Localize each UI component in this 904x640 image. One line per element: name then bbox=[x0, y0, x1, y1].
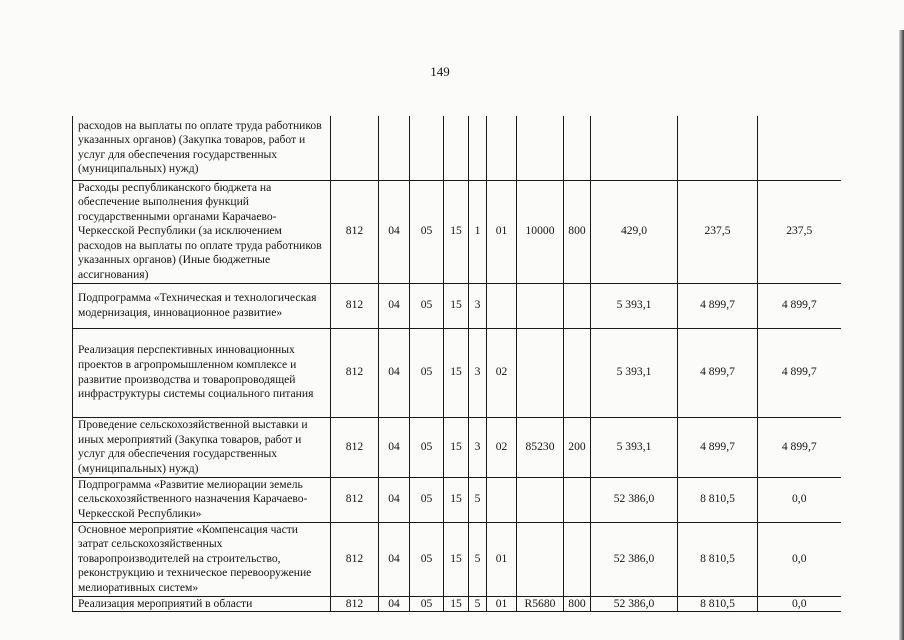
code-direction: R5680 bbox=[517, 596, 564, 612]
code-subsection bbox=[410, 116, 444, 180]
row-description: расходов на выплаты по оплате труда работников указанных органов) (Закупка товаров, работ и услуг для обеспечения государственных (муниципальных) нужд) bbox=[73, 116, 331, 180]
amount-year-1: 52 386,0 bbox=[591, 596, 678, 612]
code-direction bbox=[517, 477, 564, 522]
table-row bbox=[73, 283, 841, 328]
code-subprogram bbox=[469, 116, 487, 180]
code-direction bbox=[517, 328, 564, 417]
code-program: 15 bbox=[444, 477, 469, 522]
code-grbs: 812 bbox=[331, 283, 379, 328]
code-section: 04 bbox=[379, 283, 410, 328]
amount-year-2: 4 899,7 bbox=[678, 417, 758, 477]
table-row bbox=[73, 417, 841, 477]
amount-year-2: 237,5 bbox=[678, 180, 758, 283]
code-grbs: 812 bbox=[331, 522, 379, 596]
code-grbs: 812 bbox=[331, 596, 379, 612]
amount-year-3: 4 899,7 bbox=[758, 328, 841, 417]
amount-year-2: 8 810,5 bbox=[678, 596, 758, 612]
code-section: 04 bbox=[379, 596, 410, 612]
code-expense-type bbox=[564, 477, 591, 522]
row-description: Проведение сельскохозяйственной выставки и иных мероприятий (Закупка товаров, работ и услуг для обеспечения государственных (муниципальных) нужд) bbox=[73, 417, 331, 477]
code-expense-type bbox=[564, 283, 591, 328]
code-main-activity: 02 bbox=[487, 417, 517, 477]
amount-year-2: 8 810,5 bbox=[678, 522, 758, 596]
code-subprogram: 3 bbox=[469, 417, 487, 477]
amount-year-1 bbox=[591, 116, 678, 180]
code-section: 04 bbox=[379, 477, 410, 522]
amount-year-2: 8 810,5 bbox=[678, 477, 758, 522]
code-main-activity bbox=[487, 283, 517, 328]
amount-year-3: 4 899,7 bbox=[758, 417, 841, 477]
code-subsection: 05 bbox=[410, 180, 444, 283]
code-section: 04 bbox=[379, 417, 410, 477]
code-subsection: 05 bbox=[410, 417, 444, 477]
code-program bbox=[444, 116, 469, 180]
code-expense-type bbox=[564, 116, 591, 180]
amount-year-3: 237,5 bbox=[758, 180, 841, 283]
code-expense-type bbox=[564, 522, 591, 596]
table-row bbox=[73, 477, 841, 522]
code-subprogram: 1 bbox=[469, 180, 487, 283]
code-main-activity: 01 bbox=[487, 180, 517, 283]
code-program: 15 bbox=[444, 180, 469, 283]
code-section: 04 bbox=[379, 328, 410, 417]
code-subprogram: 5 bbox=[469, 477, 487, 522]
page-number: 149 bbox=[430, 64, 450, 79]
amount-year-1: 5 393,1 bbox=[591, 283, 678, 328]
code-section: 04 bbox=[379, 180, 410, 283]
code-main-activity: 02 bbox=[487, 328, 517, 417]
code-direction bbox=[517, 116, 564, 180]
code-direction: 10000 bbox=[517, 180, 564, 283]
amount-year-3: 0,0 bbox=[758, 596, 841, 612]
row-description: Реализация мероприятий в области bbox=[73, 596, 331, 612]
code-main-activity bbox=[487, 116, 517, 180]
code-program: 15 bbox=[444, 328, 469, 417]
code-program: 15 bbox=[444, 417, 469, 477]
code-grbs bbox=[331, 116, 379, 180]
code-subprogram: 5 bbox=[469, 596, 487, 612]
code-grbs: 812 bbox=[331, 328, 379, 417]
code-subsection: 05 bbox=[410, 522, 444, 596]
code-expense-type: 800 bbox=[564, 180, 591, 283]
amount-year-1: 5 393,1 bbox=[591, 328, 678, 417]
code-grbs: 812 bbox=[331, 417, 379, 477]
amount-year-1: 429,0 bbox=[591, 180, 678, 283]
amount-year-1: 52 386,0 bbox=[591, 477, 678, 522]
row-description: Подпрограмма «Развитие мелиорации земель сельскохозяйственного назначения Карачаево-Черкесской Республики» bbox=[73, 477, 331, 522]
row-description: Расходы республиканского бюджета на обеспечение выполнения функций государственными органами Карачаево-Черкесской Республики (за исключением расходов на выплаты по оплате труда работников указанных органов) (Иные бюджетные ассигнования) bbox=[73, 180, 331, 283]
code-direction bbox=[517, 522, 564, 596]
row-description: Основное мероприятие «Компенсация части затрат сельскохозяйственных товаропроизводителей на строительство, реконструкцию и техническое перевооружение мелиоративных систем» bbox=[73, 522, 331, 596]
code-section: 04 bbox=[379, 522, 410, 596]
code-program: 15 bbox=[444, 283, 469, 328]
code-expense-type bbox=[564, 328, 591, 417]
table-row bbox=[73, 180, 841, 283]
code-subprogram: 5 bbox=[469, 522, 487, 596]
code-main-activity bbox=[487, 477, 517, 522]
amount-year-3 bbox=[758, 116, 841, 180]
code-subsection: 05 bbox=[410, 596, 444, 612]
code-subprogram: 3 bbox=[469, 283, 487, 328]
code-grbs: 812 bbox=[331, 477, 379, 522]
row-description: Подпрограмма «Техническая и технологическая модернизация, инновационное развитие» bbox=[73, 283, 331, 328]
scan-page-edge bbox=[899, 30, 904, 640]
code-subprogram: 3 bbox=[469, 328, 487, 417]
amount-year-3: 0,0 bbox=[758, 477, 841, 522]
code-direction: 85230 bbox=[517, 417, 564, 477]
code-expense-type: 200 bbox=[564, 417, 591, 477]
code-section bbox=[379, 116, 410, 180]
code-subsection: 05 bbox=[410, 477, 444, 522]
code-subsection: 05 bbox=[410, 328, 444, 417]
code-grbs: 812 bbox=[331, 180, 379, 283]
code-program: 15 bbox=[444, 596, 469, 612]
code-program: 15 bbox=[444, 522, 469, 596]
row-description: Реализация перспективных инновационных проектов в агропромышленном комплексе и развитие производства и товаропроводящей инфраструктуры системы социального питания bbox=[73, 328, 331, 417]
amount-year-3: 0,0 bbox=[758, 522, 841, 596]
amount-year-3: 4 899,7 bbox=[758, 283, 841, 328]
code-expense-type: 800 bbox=[564, 596, 591, 612]
amount-year-2: 4 899,7 bbox=[678, 283, 758, 328]
table-row bbox=[73, 116, 841, 180]
code-direction bbox=[517, 283, 564, 328]
amount-year-2: 4 899,7 bbox=[678, 328, 758, 417]
code-subsection: 05 bbox=[410, 283, 444, 328]
table-row bbox=[73, 522, 841, 596]
table-row bbox=[73, 328, 841, 417]
code-main-activity: 01 bbox=[487, 596, 517, 612]
code-main-activity: 01 bbox=[487, 522, 517, 596]
table-row bbox=[73, 596, 841, 612]
amount-year-2 bbox=[678, 116, 758, 180]
budget-table bbox=[72, 116, 841, 612]
amount-year-1: 5 393,1 bbox=[591, 417, 678, 477]
amount-year-1: 52 386,0 bbox=[591, 522, 678, 596]
